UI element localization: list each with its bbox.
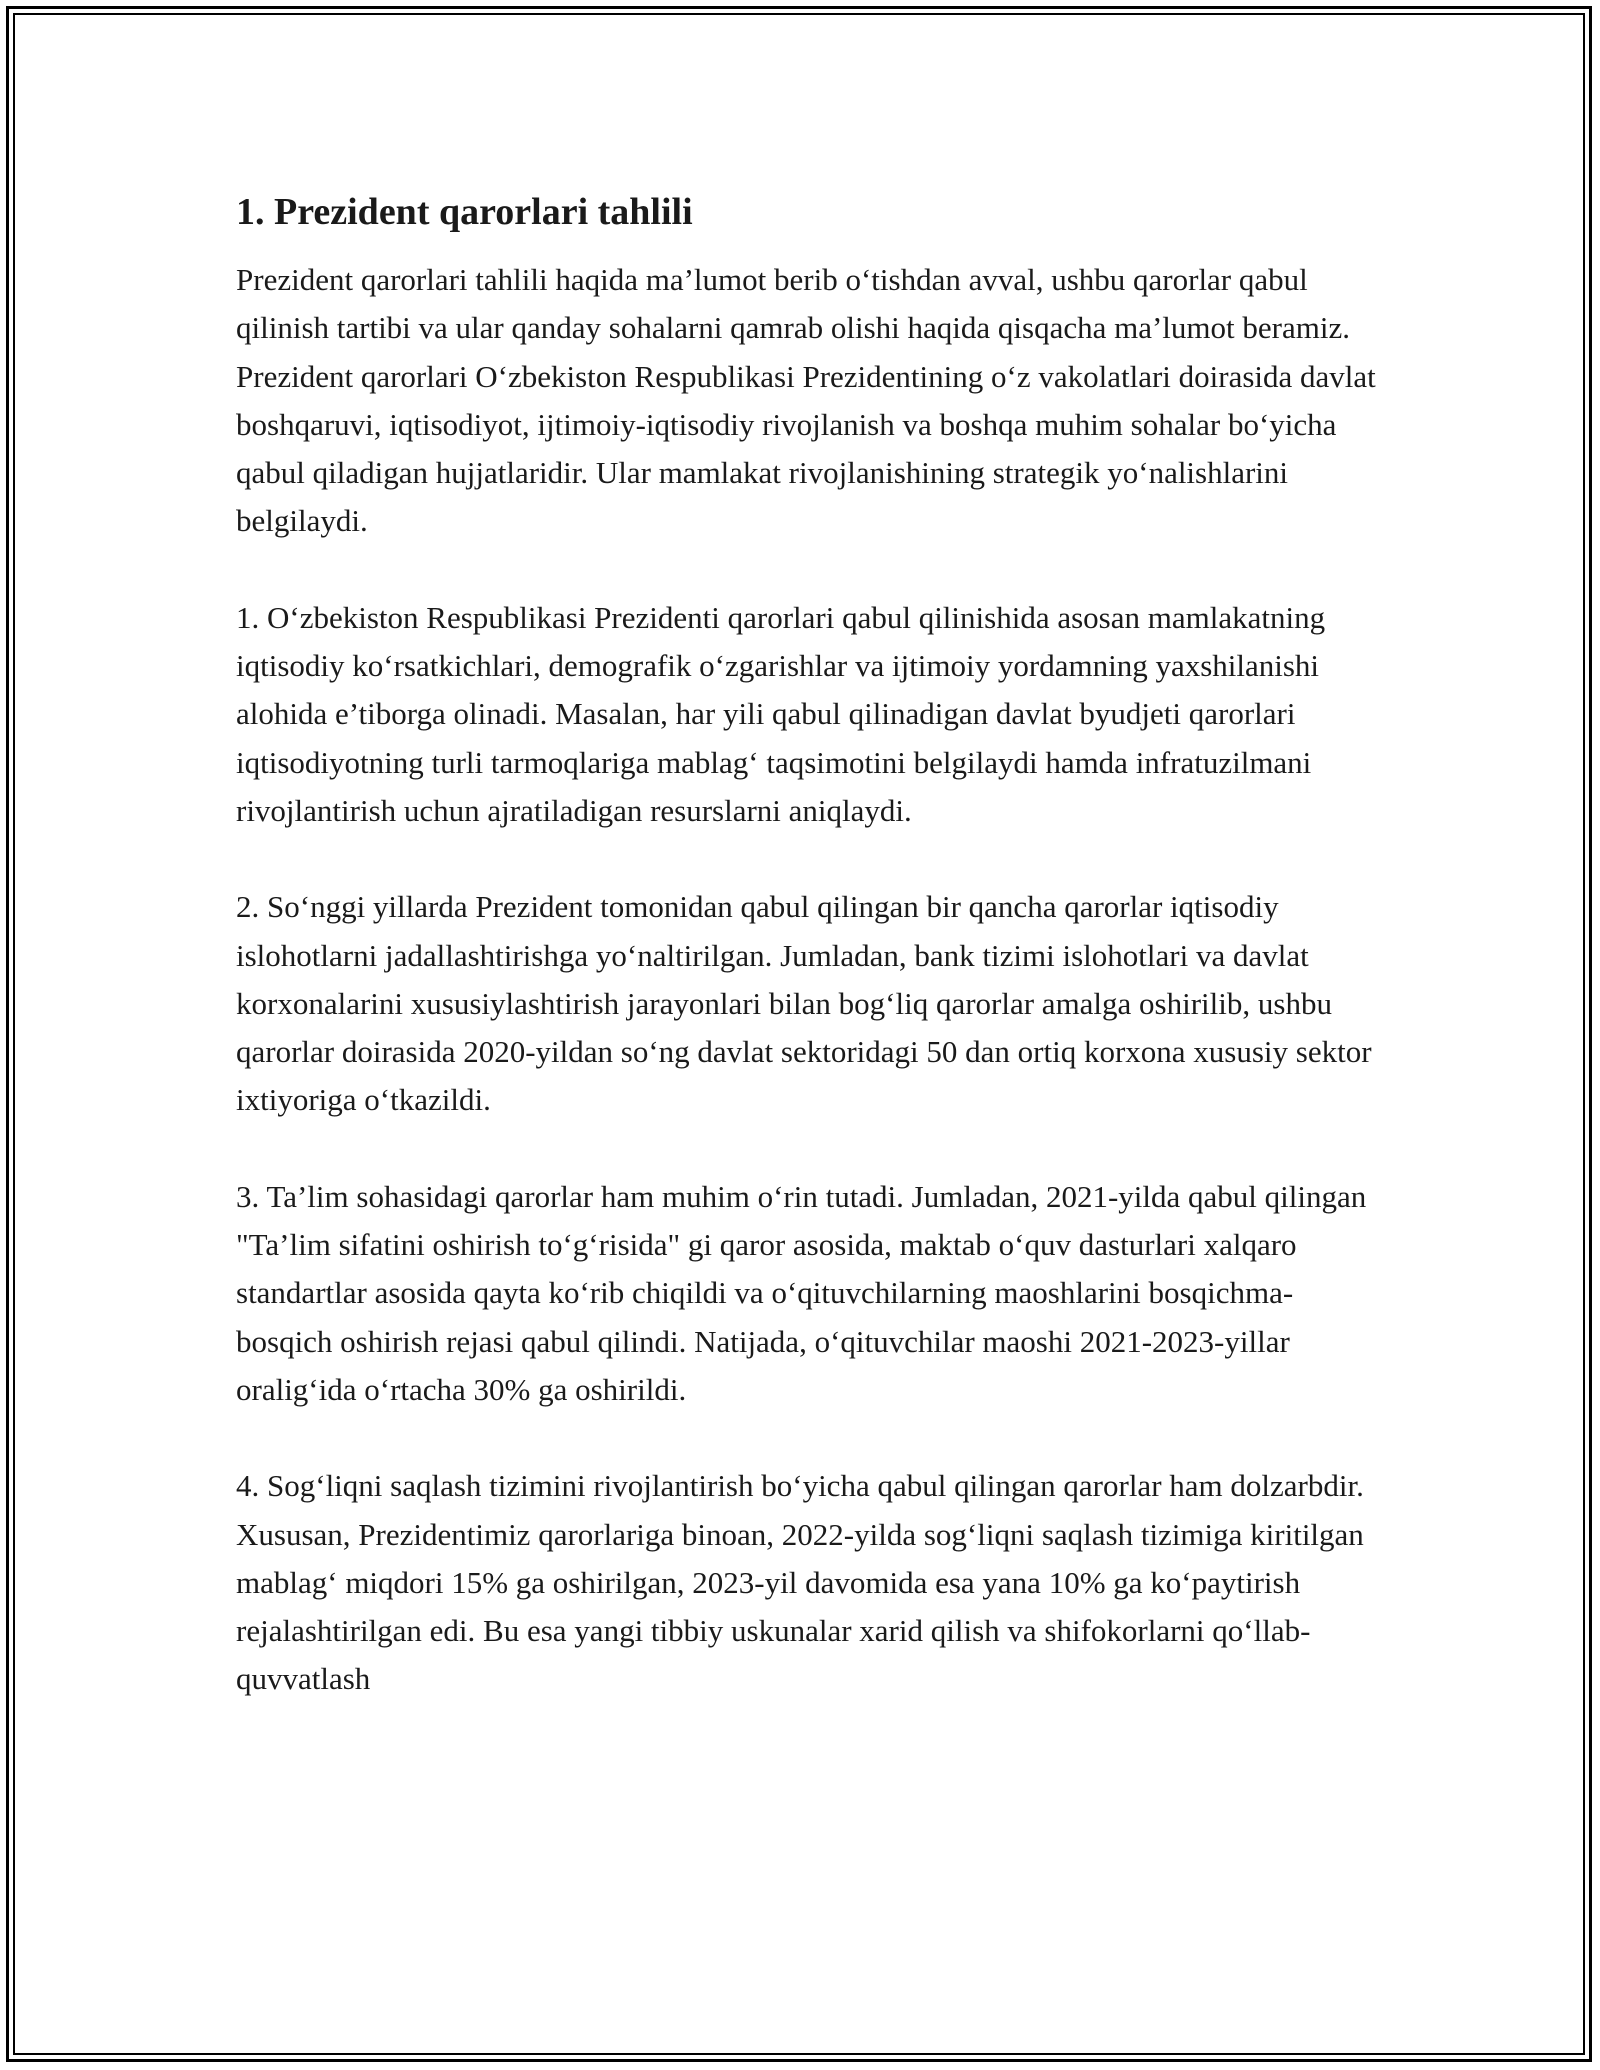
paragraph-2: 2. So‘nggi yillarda Prezident tomonidan qabul qilingan bir qancha qarorlar iqtisodiy islohotlarni jadallashtirishga yo‘naltirilgan. Jumladan, bank tizimi islohotlari va davlat korxonalarini xususiylashtirish jarayonlari bilan bog‘liq qarorlar amalga oshirilib, ushbu qarorlar doirasida 2020-yildan so‘ng davlat sektoridagi 50 dan ortiq korxona xususiy sektor ixtiyoriga o‘tkazildi. bbox=[236, 889, 1372, 1118]
intro-paragraph: Prezident qarorlari tahlili haqida ma’lumot berib o‘tishdan avval, ushbu qarorlar qabul qilinish tartibi va ular qanday sohalarni qamrab olishi haqida qisqacha ma’lumot beramiz. Prezident qarorlari O‘zbekiston Respublikasi Prezidentining o‘z vakolatlari doirasida davlat boshqaruvi, iqtisodiyot, ijtimoiy-iqtisodiy rivojlanish va boshqa muhim sohalar bo‘yicha qabul qiladigan hujjatlaridir. Ular mamlakat rivojlanishining strategik yo‘nalishlarini belgilaydi. bbox=[236, 262, 1376, 539]
paragraph-3: 3. Ta’lim sohasidagi qarorlar ham muhim o‘rin tutadi. Jumladan, 2021-yilda qabul qilingan "Ta’lim sifatini oshirish to‘g‘risida" gi qaror asosida, maktab o‘quv dasturlari xalqaro standartlar asosida qayta ko‘rib chiqildi va o‘qituvchilarning maoshlarini bosqichma-bosqich oshirish rejasi qabul qilindi. Natijada, o‘qituvchilar maoshi 2021-2023-yillar oralig‘ida o‘rtacha 30% ga oshirildi. bbox=[236, 1178, 1367, 1407]
section-heading: 1. Prezident qarorlari tahlili bbox=[236, 191, 693, 233]
paragraph-1: 1. O‘zbekiston Respublikasi Prezidenti qarorlari qabul qilinishida asosan mamlakatning iqtisodiy ko‘rsatkichlari, demografik o‘zgarishlar va ijtimoiy yordamning yaxshilanishi alohida e’tiborga olinadi. Masalan, har yili qabul qilinadigan davlat byudjeti qarorlari iqtisodiyotning turli tarmoqlariga mablag‘ taqsimotini belgilaydi hamda infratuzilmani rivojlantirish uchun ajratiladigan resurslarni aniqlaydi. bbox=[236, 599, 1326, 828]
document-body bbox=[236, 186, 1376, 1752]
paragraph-4: 4. Sog‘liqni saqlash tizimini rivojlantirish bo‘yicha qabul qilingan qarorlar ham dolzarbdir. Xususan, Prezidentimiz qarorlariga binoan, 2022-yilda sog‘liqni saqlash tizimiga kiritilgan mablag‘ miqdori 15% ga oshirilgan, 2023-yil davomida esa yana 10% ga ko‘paytirish rejalashtirilgan edi. Bu esa yangi tibbiy uskunalar xarid qilish va shifokorlarni qo‘llab-quvvatlash bbox=[236, 1468, 1364, 1697]
